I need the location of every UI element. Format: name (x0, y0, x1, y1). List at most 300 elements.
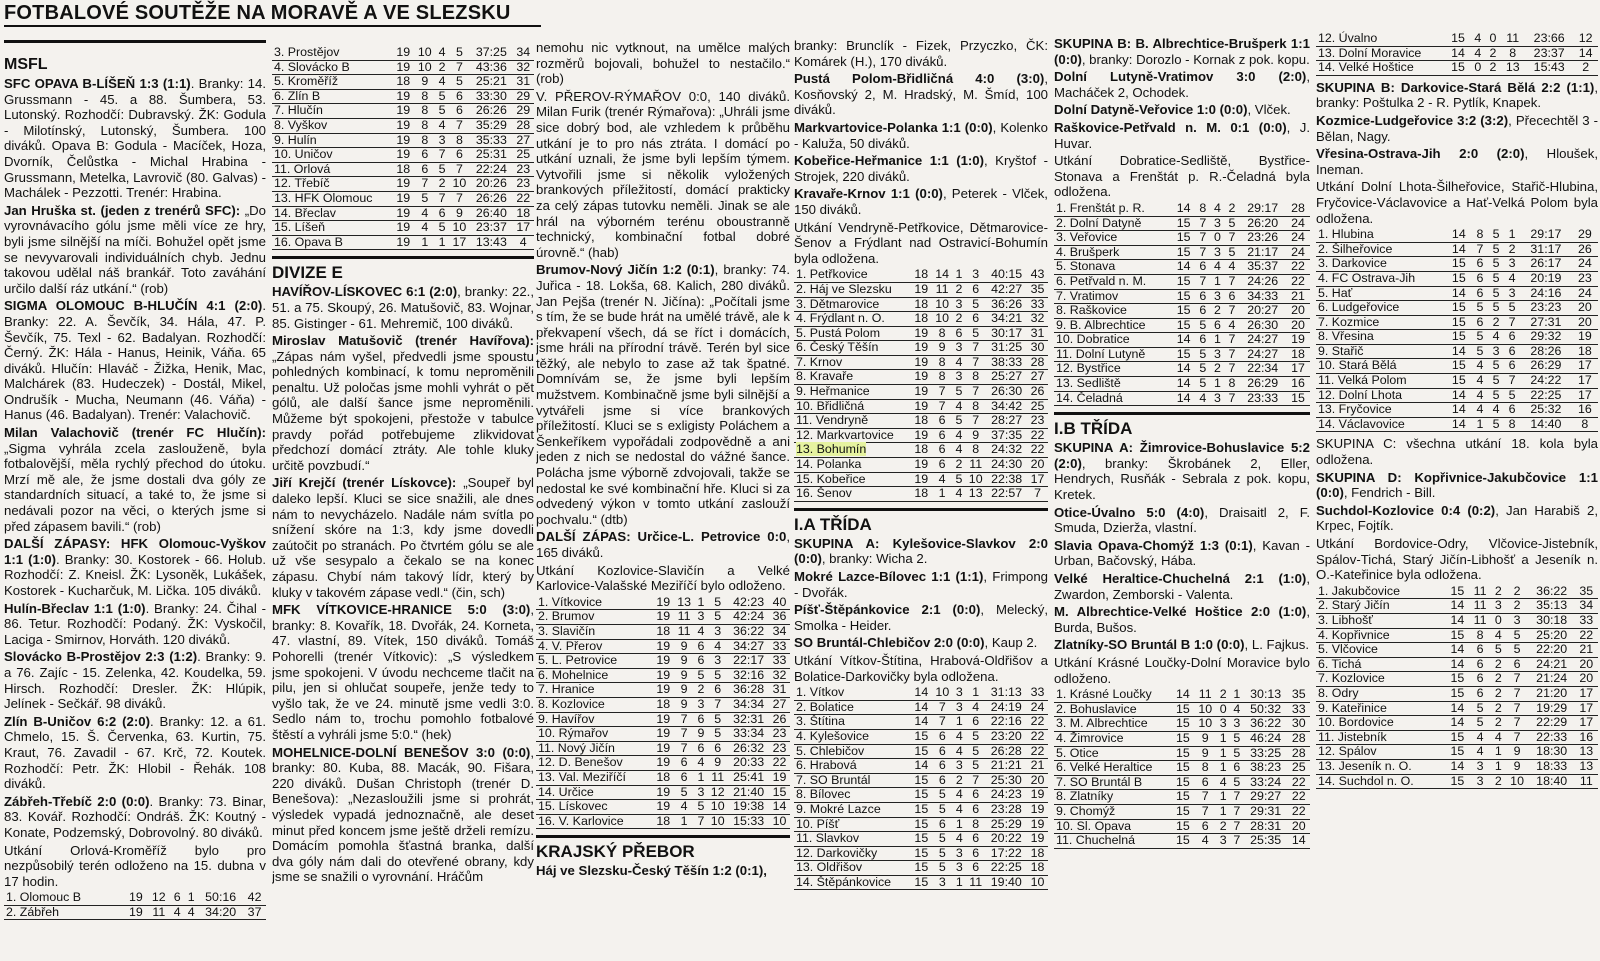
stat-cell: 5 (1488, 388, 1504, 403)
stat-cell: 5 (707, 712, 728, 727)
section-title-ia-trida: I.A TŘÍDA (794, 508, 1048, 534)
stat-cell: 19 (653, 712, 674, 727)
stat-cell: 15 (911, 817, 932, 832)
stat-cell: 15 (1172, 347, 1196, 362)
stat-cell: 14 (1172, 260, 1196, 275)
stat-cell: 4 (1472, 388, 1488, 403)
table-row (794, 341, 1048, 356)
stat-cell: 5 (1505, 643, 1528, 658)
table-row (1054, 202, 1310, 216)
team-name-cell: 10. Stará Bělá (1316, 359, 1446, 374)
stat-cell: 18 (911, 297, 932, 312)
stat-cell: 22 (1027, 443, 1048, 458)
stat-cell: 24:23 (986, 788, 1027, 803)
stat-cell: 26 (1572, 242, 1598, 257)
paragraph: SO Bruntál-Chlebičov 2:0 (0:0), Kaup 2. (794, 635, 1038, 651)
stat-cell: 5 (1488, 286, 1504, 301)
stat-cell: 10 (1194, 702, 1216, 717)
stat-cell: 4 (953, 487, 966, 502)
team-name-cell: 11. Velká Polom (1316, 374, 1446, 389)
stat-cell: 5 (932, 832, 953, 847)
team-name-cell: 6. Ludgeřovice (1316, 301, 1446, 316)
paragraph: Dolní Datyně-Veřovice 1:0 (0:0), Vlček. (1054, 102, 1291, 118)
stat-cell: 6 (1472, 257, 1488, 272)
stat-cell: 19 (393, 206, 415, 221)
stat-cell: 11 (932, 282, 953, 297)
stat-cell: 9 (674, 697, 695, 712)
team-name-cell: 6. Velké Heraltice (1054, 761, 1172, 776)
stat-cell: 31 (512, 75, 534, 90)
stat-cell: 24:27 (1239, 347, 1286, 362)
stat-cell: 35:37 (1239, 260, 1286, 275)
stat-cell: 19 (653, 683, 674, 698)
stat-cell: 25 (1288, 761, 1310, 776)
stat-cell: 18 (653, 814, 674, 829)
stat-cell: 20 (1027, 773, 1048, 788)
stat-cell: 25:29 (986, 817, 1027, 832)
stat-cell: 32 (1027, 312, 1048, 327)
stat-cell: 36:22 (728, 624, 769, 639)
stat-cell: 22 (1575, 628, 1598, 643)
stat-cell: 6 (966, 861, 986, 876)
stat-cell: 15 (1172, 702, 1194, 717)
stat-cell: 34:27 (728, 639, 769, 654)
team-name-cell: 6. Český Těšín (794, 341, 911, 356)
stat-cell: 4 (436, 75, 449, 90)
stat-cell: 2 (1491, 657, 1505, 672)
team-name-cell: 9. Heřmanice (794, 385, 911, 400)
team-name-cell: 4. Kopřivnice (1316, 628, 1446, 643)
stat-cell: 19 (911, 428, 932, 443)
paragraph: Kozmice-Ludgeřovice 3:2 (3:2), Přecechtěl 3 - Bělan, Nagy. (1316, 112, 1598, 144)
team-name-cell: 10. Břidličná (794, 399, 911, 414)
stat-cell: 23 (512, 162, 534, 177)
stat-cell: 7 (966, 773, 986, 788)
stat-cell: 29:17 (1520, 228, 1572, 242)
stat-cell: 5 (1196, 362, 1211, 377)
stat-cell: 6 (674, 756, 695, 771)
stat-cell: 26:28 (986, 744, 1027, 759)
stat-cell: 0 (1491, 613, 1505, 628)
stat-cell: 23 (512, 177, 534, 192)
stat-cell: 11 (674, 610, 695, 625)
stat-cell: 2 (1505, 585, 1528, 599)
stat-cell: 22 (1027, 428, 1048, 443)
stat-cell: 25 (1027, 399, 1048, 414)
stat-cell: 20 (1575, 672, 1598, 687)
team-name-cell: 6. Petřvald n. M. (1054, 274, 1172, 289)
table-row (1316, 330, 1598, 345)
team-name-cell: 12. Dolní Lhota (1316, 388, 1446, 403)
stat-cell: 5 (436, 221, 449, 236)
stat-cell: 6 (449, 89, 471, 104)
paragraph: DALŠÍ ZÁPAS: Určice-L. Petrovice 0:0, 165 diváků. (536, 529, 790, 560)
stat-cell: 3 (695, 610, 708, 625)
stat-cell: 7 (1225, 347, 1240, 362)
team-name-cell: 5. Chlebičov (794, 744, 911, 759)
stat-cell: 23:37 (470, 221, 512, 236)
team-name-cell: 3. Prostějov (272, 46, 393, 60)
stat-cell: 4 (1210, 202, 1225, 216)
table-row (536, 624, 790, 639)
team-name-cell: 7. Hranice (536, 683, 653, 698)
stat-cell: 19 (393, 191, 415, 206)
stat-cell: 37 (243, 905, 266, 920)
stat-cell: 8 (1469, 628, 1491, 643)
stat-cell: 6 (695, 654, 708, 669)
stat-cell: 1 (184, 891, 198, 905)
stat-cell: 14 (1446, 613, 1469, 628)
stat-cell: 19:29 (1529, 701, 1575, 716)
stat-cell: 6 (695, 712, 708, 727)
stat-cell: 36:26 (986, 297, 1027, 312)
stat-cell: 18 (911, 487, 932, 502)
paragraph: Zlín B-Uničov 6:2 (2:0). Branky: 12. a 61. Chmelo, 15. Š. Červenka, 63. Kurtin, 75. Kraut, 76. Zavadil - 67. Krč, 72. Koutek. Rozhodčí: Petr. ŽK: Hlobil - Řehák. 108 diváků. (4, 713, 266, 792)
table-row (794, 744, 1048, 759)
stat-cell: 24 (1572, 257, 1598, 272)
stat-cell: 5 (953, 472, 966, 487)
stat-cell: 31:17 (1520, 242, 1572, 257)
stat-cell: 4 (1210, 260, 1225, 275)
stat-cell: 7 (674, 712, 695, 727)
stat-cell: 9 (414, 75, 436, 90)
stat-cell: 37:25 (470, 46, 512, 60)
stat-cell: 4 (953, 355, 966, 370)
stat-cell: 3 (953, 861, 966, 876)
stat-cell: 34:33 (1239, 289, 1286, 304)
stat-cell: 2 (1225, 202, 1240, 216)
stat-cell: 4 (1469, 730, 1491, 745)
stat-cell: 4 (1216, 775, 1230, 790)
stat-cell: 4 (1196, 391, 1211, 406)
paragraph: Utkání Dolní Lhota-Šilheřovice, Stařič-Hlubina, Fryčovice-Václavovice a Hať-Velká Polom byla odložena. (1316, 179, 1598, 226)
team-name-cell: 13. Oldřišov (794, 861, 911, 876)
stat-cell: 25:27 (986, 370, 1027, 385)
stat-cell: 3 (1488, 344, 1504, 359)
stat-cell: 7 (1505, 686, 1528, 701)
stat-cell: 3 (953, 759, 966, 774)
team-name-cell: 5. Pustá Polom (794, 326, 911, 341)
stat-cell: 1 (1504, 228, 1520, 242)
team-name-cell: 13. Val. Meziříčí (536, 770, 653, 785)
stat-cell: 35:13 (1529, 599, 1575, 614)
stat-cell: 21:24 (1529, 672, 1575, 687)
stat-cell: 14 (1446, 46, 1471, 61)
paragraph: MFK VÍTKOVICE-HRANICE 5:0 (3:0), branky: 8. Kovařík, 18. Dvořák, 24. Kornetа, 47. vlastní, 89. Vítek, 150 diváků. Tomáš Pohorelli (trenér Vítkovic): „S výsledkem jsme spokojeni. V úvodu nechceme tlačit na pilu, jen si ohlučat soupeře, jenže tedy to vyšlo tak, že ve 24. minutě jsme vedli 3:0. Sedlo nám to, trochu pomohlo fotbalové štěstí a vyhráli jsme 5:0.“ (hek) (272, 602, 534, 742)
stat-cell: 18 (653, 697, 674, 712)
paragraph: SKUPINA A: Kylešovice-Slavkov 2:0 (0:0), branky: Wicha 2. (794, 535, 1048, 567)
stat-cell: 17 (1575, 701, 1598, 716)
stat-cell: 4 (1472, 374, 1488, 389)
stat-cell: 34:20 (198, 905, 243, 920)
stat-cell: 24:30 (986, 458, 1027, 473)
stat-cell: 33 (1027, 686, 1048, 700)
stat-cell: 1 (953, 268, 966, 282)
table-row (794, 428, 1048, 443)
stat-cell: 4 (1230, 702, 1244, 717)
stat-cell: 30 (1027, 341, 1048, 356)
team-name-cell: 1. Frenštát p. R. (1054, 202, 1172, 216)
stat-cell: 2 (953, 458, 966, 473)
stat-cell: 6 (1196, 304, 1211, 319)
stat-cell: 7 (932, 700, 953, 715)
team-name-cell: 10. Rýmařov (536, 727, 653, 742)
table-row (1054, 834, 1310, 849)
stat-cell: 7 (1194, 790, 1216, 805)
article-body (4, 76, 266, 889)
table-row (1316, 32, 1598, 46)
stat-cell: 15 (911, 832, 932, 847)
table-row (794, 297, 1048, 312)
stat-cell: 32:31 (728, 712, 769, 727)
team-name-cell: 8. Kozlovice (536, 697, 653, 712)
stat-cell: 14 (1446, 759, 1469, 774)
table-row (272, 60, 534, 75)
stat-cell: 7 (1196, 245, 1211, 260)
stat-cell: 28:26 (1520, 344, 1572, 359)
paragraph: SKUPINA C: všechna utkání 18. kola byla odložena. (1316, 436, 1598, 468)
stat-cell: 19 (125, 905, 148, 920)
stat-cell: 20 (1286, 318, 1310, 333)
table-row (1316, 271, 1598, 286)
stat-cell: 15 (1172, 216, 1196, 231)
team-name-cell: 11. Vendryně (794, 414, 911, 429)
stat-cell: 15 (1172, 231, 1196, 246)
stat-cell: 11 (674, 624, 695, 639)
stat-cell: 30:18 (1529, 613, 1575, 628)
headline: FOTBALOVÉ SOUTĚŽE NA MORAVĚ A VE SLEZSKU (4, 2, 541, 27)
stat-cell: 21:17 (1239, 245, 1286, 260)
paragraph: SKUPINA A: Žimrovice-Bohuslavice 5:2 (2:0), branky: Škrobánek 2, Eller, Hendrych, Rusňák - Sebrala z pok. kopu, Kretek. (1054, 440, 1310, 503)
team-name-cell: 4. FC Ostrava-Jih (1316, 271, 1446, 286)
stat-cell: 5 (1488, 301, 1504, 316)
team-name-cell: 7. Kozmice (1316, 315, 1446, 330)
stat-cell: 20:22 (986, 832, 1027, 847)
team-name-cell: 13. Fryčovice (1316, 403, 1446, 418)
stat-cell: 28 (1027, 355, 1048, 370)
stat-cell: 9 (674, 668, 695, 683)
stat-cell: 20 (1027, 458, 1048, 473)
stat-cell: 30:13 (1244, 688, 1288, 702)
stat-cell: 21 (1286, 289, 1310, 304)
stat-cell: 7 (449, 191, 471, 206)
table-row (536, 741, 790, 756)
stat-cell: 22:29 (1529, 716, 1575, 731)
table-row (1054, 746, 1310, 761)
stat-cell: 14 (1446, 228, 1472, 242)
stat-cell: 15 (911, 875, 932, 890)
stat-cell: 43:36 (470, 60, 512, 75)
team-name-cell: 3. M. Albrechtice (1054, 717, 1172, 732)
team-name-cell: 14. Čeladná (1054, 391, 1172, 406)
stat-cell: 30 (1288, 717, 1310, 732)
paragraph: DALŠÍ ZÁPASY: HFK Olomouc-Vyškov 1:1 (1:0). Branky: 30. Kostorek - 66. Holub. Rozhodčí: Z. Kneisl. ŽK: Lysoněk, Lukášek, Kostorek - Kucharčuk, M. Lička. 105 diváků. (4, 536, 266, 598)
stat-cell: 24:22 (1520, 374, 1572, 389)
stat-cell: 23:66 (1525, 32, 1573, 46)
stat-cell: 5 (1472, 301, 1488, 316)
table-row (272, 75, 534, 90)
stat-cell: 15 (911, 846, 932, 861)
table-row (794, 312, 1048, 327)
team-name-cell: 11. Slavkov (794, 832, 911, 847)
paragraph: Utkání Vítkov-Štítina, Hrabová-Oldřišov a Bolatice-Darkovičky byla odložena. (794, 652, 1048, 684)
stat-cell: 30:17 (986, 326, 1027, 341)
stat-cell: 15 (1446, 257, 1472, 272)
stat-cell: 18:40 (1529, 774, 1575, 789)
table-row (1316, 745, 1598, 760)
stat-cell: 26:29 (1239, 377, 1286, 392)
stat-cell: 9 (707, 756, 728, 771)
stat-cell: 15 (1172, 304, 1196, 319)
stat-cell: 15 (1172, 245, 1196, 260)
stat-cell: 22:16 (986, 715, 1027, 730)
stat-cell: 2 (1505, 599, 1528, 614)
stat-cell: 3 (695, 785, 708, 800)
stat-cell: 13 (965, 487, 986, 502)
stat-cell: 11 (1469, 613, 1491, 628)
table-row (1316, 403, 1598, 418)
team-name-cell: 11. Nový Jičín (536, 741, 653, 756)
stat-cell: 10 (932, 312, 953, 327)
standings-table (272, 46, 534, 250)
paragraph: SIGMA OLOMOUC B-HLUČÍN 4:1 (2:0). Branky: 22. A. Ševčík, 34. Hála, 47. P. Ševčík, 75. Texl - 62. Badalyan. Rozhodčí: Černý. ŽK: Hála - Hanus, Heinik, Váňa. 65 diváků. Hlučín: Hlaváč - Žižka, Henik, Mac, Malchárek (83. Hudeczek) - Dostál, Mikel, Ondrušík - Mucha, Neumann (46. Váňa) - Hanus (46. Badalyan). Trenér: Valachovič. (4, 298, 266, 423)
stat-cell: 19 (1027, 788, 1048, 803)
stat-cell: 15 (1446, 374, 1472, 389)
stat-cell: 22:33 (1529, 730, 1575, 745)
stat-cell: 13 (1575, 759, 1598, 774)
team-name-cell: 4. Brušperk (1054, 245, 1172, 260)
team-name-cell: 11. Chuchelná (1054, 834, 1172, 849)
stat-cell: 34 (512, 46, 534, 60)
team-name-cell: 1. Krásné Loučky (1054, 688, 1172, 702)
team-name-cell: 2. Šilheřovice (1316, 242, 1446, 257)
stat-cell: 19 (911, 385, 932, 400)
stat-cell: 26:17 (1520, 257, 1572, 272)
stat-cell: 5 (1230, 775, 1244, 790)
stat-cell: 5 (1488, 242, 1504, 257)
stat-cell: 12 (147, 891, 170, 905)
stat-cell: 29:27 (1244, 790, 1288, 805)
stat-cell: 10 (707, 814, 728, 829)
table-row (794, 326, 1048, 341)
stat-cell: 7 (1196, 216, 1211, 231)
stat-cell: 6 (414, 148, 436, 163)
stat-cell: 1 (966, 686, 986, 700)
stat-cell: 6 (966, 846, 986, 861)
stat-cell: 22 (1027, 729, 1048, 744)
stat-cell: 5 (449, 46, 471, 60)
stat-cell: 18:33 (1529, 759, 1575, 774)
stat-cell: 22:17 (728, 654, 769, 669)
stat-cell: 5 (1230, 731, 1244, 746)
stat-cell: 3 (953, 700, 966, 715)
stat-cell: 5 (1504, 388, 1520, 403)
stat-cell: 6 (436, 206, 449, 221)
stat-cell: 6 (170, 891, 184, 905)
stat-cell: 25:21 (470, 75, 512, 90)
stat-cell: 3 (1210, 347, 1225, 362)
stat-cell: 20 (1572, 301, 1598, 316)
stat-cell: 15 (1446, 686, 1469, 701)
stat-cell: 2 (1491, 686, 1505, 701)
table-row (1054, 231, 1310, 246)
stat-cell: 35:29 (470, 118, 512, 133)
stat-cell: 42 (243, 891, 266, 905)
stat-cell: 11 (1500, 32, 1525, 46)
stat-cell: 7 (965, 385, 986, 400)
stat-cell: 17 (1572, 388, 1598, 403)
stat-cell: 14 (1446, 242, 1472, 257)
stat-cell: 3 (1505, 613, 1528, 628)
stat-cell: 3 (1210, 289, 1225, 304)
team-name-cell: 13. Bohumín (794, 443, 911, 458)
stat-cell: 26:26 (470, 191, 512, 206)
stat-cell: 42:23 (728, 596, 769, 610)
stat-cell: 5 (932, 846, 953, 861)
stat-cell: 15 (1446, 628, 1469, 643)
stat-cell: 33 (1288, 702, 1310, 717)
stat-cell: 4 (184, 905, 198, 920)
stat-cell: 18 (911, 312, 932, 327)
stat-cell: 18 (393, 75, 415, 90)
paragraph: Mokré Lazce-Bílovec 1:1 (1:1), Frimpong - Dvořák. (794, 569, 1048, 600)
stat-cell: 1 (1216, 790, 1230, 805)
stat-cell: 36:28 (728, 683, 769, 698)
stat-cell: 23 (769, 727, 790, 742)
stat-cell: 15 (1172, 746, 1194, 761)
table-row (794, 729, 1048, 744)
team-name-cell: 8. Zlatníky (1054, 790, 1172, 805)
stat-cell: 2 (436, 60, 449, 75)
table-row (1316, 242, 1598, 257)
stat-cell: 6 (932, 729, 953, 744)
stat-cell: 14 (911, 715, 932, 730)
stat-cell: 3 (1504, 257, 1520, 272)
stat-cell: 19 (653, 756, 674, 771)
team-name-cell: 8. Raškovice (1054, 304, 1172, 319)
stat-cell: 22 (1286, 274, 1310, 289)
stat-cell: 8 (965, 443, 986, 458)
stat-cell: 10 (1505, 774, 1528, 789)
stat-cell: 4 (953, 443, 966, 458)
stat-cell: 15 (1446, 61, 1471, 76)
stat-cell: 8 (449, 133, 471, 148)
stat-cell: 15 (911, 802, 932, 817)
team-name-cell: 14. Suchdol n. O. (1316, 774, 1446, 789)
stat-cell: 10 (1027, 875, 1048, 890)
table-row (794, 802, 1048, 817)
table-row (794, 773, 1048, 788)
team-name-cell: 1. Olomouc B (4, 891, 125, 905)
table-row (536, 639, 790, 654)
stat-cell: 11 (1469, 585, 1491, 599)
paragraph: Jan Hruška st. (jeden z trenérů SFC): „Do vyrovnávacího gólu jsme měli více ze hry, byli jsme silnější na míči. Bohužel opět jsme se nevyvarovali individuálních chyb. Jednu takovou udělal náš brankář. Toto zaváhání určilo další ráz utkání.“ (rob) (4, 202, 266, 296)
stat-cell: 2 (1504, 242, 1520, 257)
stat-cell: 12 (707, 785, 728, 800)
table-row (1316, 774, 1598, 789)
stat-cell: 6 (695, 741, 708, 756)
table-row (1054, 717, 1310, 732)
stat-cell: 1 (1491, 759, 1505, 774)
stat-cell: 14 (1446, 599, 1469, 614)
stat-cell: 21:40 (728, 785, 769, 800)
team-name-cell: 5. Otice (1054, 746, 1172, 761)
team-name-cell: 10. Sl. Opava (1054, 819, 1172, 834)
stat-cell: 22 (1027, 744, 1048, 759)
stat-cell: 2 (1491, 774, 1505, 789)
paragraph: HAVÍŘOV-LÍSKOVEC 6:1 (2:0), branky: 22., 51. a 75. Skoupý, 26. Matušovič, 83. Wojnar, 85. Gistinger - 61. Mehremič, 100 diváků. (272, 284, 534, 331)
stat-cell: 2 (1485, 61, 1500, 76)
